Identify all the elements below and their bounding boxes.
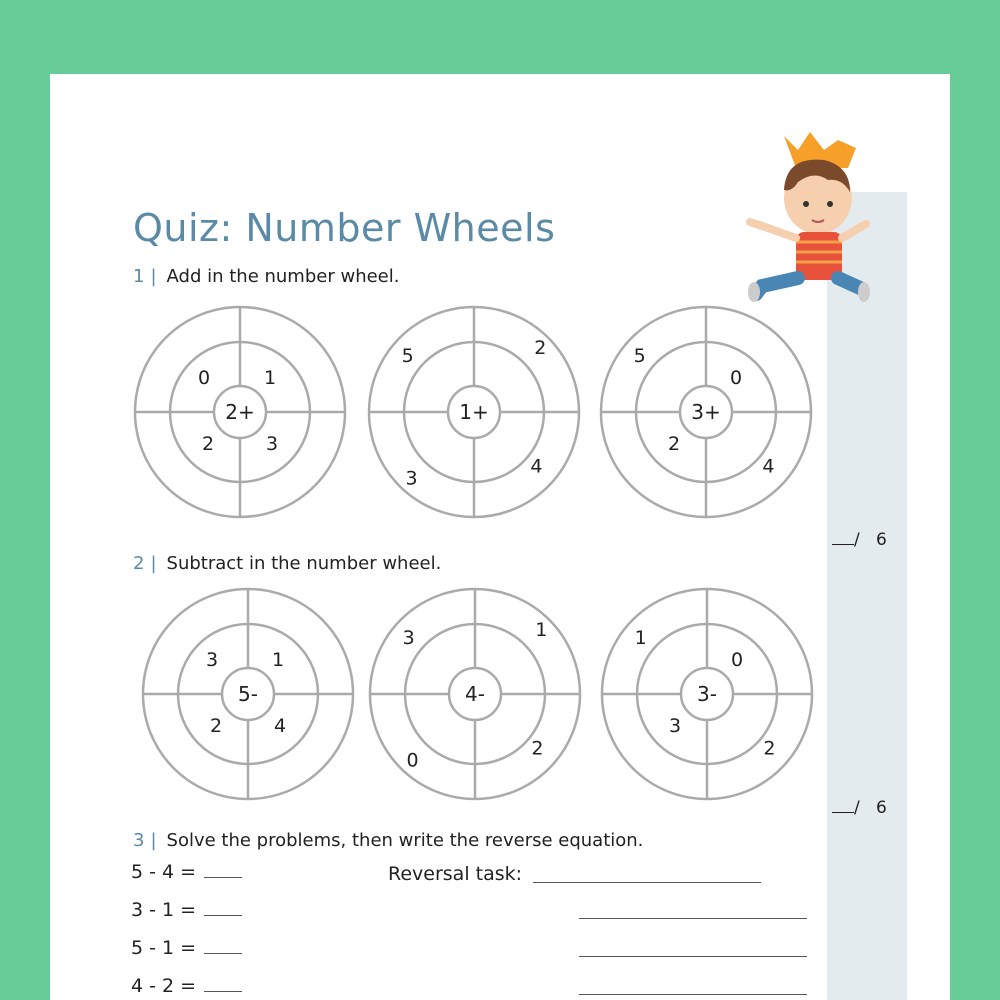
wheel-number: 2	[534, 337, 547, 360]
wheel-number: 3	[205, 649, 219, 671]
wheel-number: 4	[530, 455, 543, 478]
wheel-number: 0	[730, 649, 744, 671]
score-q1[interactable]: / 6	[832, 530, 887, 550]
wheel-number: 1	[263, 367, 277, 389]
reversal-answer-line[interactable]	[579, 956, 807, 957]
wheel-center-label: 5-	[238, 682, 258, 706]
answer-blank[interactable]	[204, 863, 242, 878]
reversal-label: Reversal task:	[388, 863, 523, 885]
addition-wheel[interactable]	[133, 305, 347, 519]
wheel-center-label: 2+	[225, 400, 255, 424]
wheel-number: 2	[667, 433, 681, 455]
score-column	[827, 192, 907, 1000]
page-title: Quiz: Number Wheels	[133, 206, 556, 250]
subtraction-wheel[interactable]	[141, 587, 355, 801]
question-number: 1	[133, 266, 145, 287]
wheel-number: 1	[634, 626, 647, 649]
score-q2[interactable]: / 6	[832, 798, 887, 818]
question-number: 2	[133, 553, 145, 574]
addition-wheel[interactable]	[367, 305, 581, 519]
wheel-number: 3	[402, 626, 415, 649]
question-3: 3 | Solve the problems, then write the reverse equation.	[133, 830, 644, 851]
equation-row[interactable]: 5 - 4 =	[131, 861, 242, 883]
wheel-number: 2	[763, 737, 776, 760]
answer-blank[interactable]	[204, 939, 242, 954]
answer-blank[interactable]	[204, 901, 242, 916]
wheel-number: 2	[201, 433, 215, 455]
equation-row[interactable]: 4 - 2 =	[131, 975, 242, 997]
wheel-number: 3	[668, 715, 682, 737]
wheel-number: 5	[401, 344, 414, 367]
wheel-number: 0	[406, 749, 419, 772]
boy-with-crown-illustration	[738, 128, 878, 312]
wheel-number: 1	[535, 619, 548, 642]
question-number: 3	[133, 830, 145, 851]
question-text: Solve the problems, then write the reverse equation.	[166, 830, 644, 851]
wheel-number: 3	[265, 433, 279, 455]
wheel-number: 2	[531, 737, 544, 760]
wheel-center-label: 3-	[697, 682, 717, 706]
reversal-answer-line[interactable]	[579, 918, 807, 919]
wheel-number: 4	[762, 455, 775, 478]
answer-blank[interactable]	[204, 977, 242, 992]
addition-wheel[interactable]	[599, 305, 813, 519]
equation-row[interactable]: 3 - 1 =	[131, 899, 242, 921]
equation-row[interactable]: 5 - 1 =	[131, 937, 242, 959]
wheel-number: 0	[729, 367, 743, 389]
question-text: Subtract in the number wheel.	[166, 553, 442, 574]
subtraction-wheel[interactable]	[368, 587, 582, 801]
wheel-center-label: 3+	[691, 400, 721, 424]
subtraction-wheel[interactable]	[600, 587, 814, 801]
wheel-number: 1	[271, 649, 285, 671]
wheel-number: 2	[209, 715, 223, 737]
wheel-number: 4	[273, 715, 287, 737]
question-2: 2 | Subtract in the number wheel.	[133, 553, 442, 574]
reversal-answer-line[interactable]	[533, 882, 761, 883]
wheel-number: 5	[633, 344, 646, 367]
wheel-number: 0	[197, 367, 211, 389]
question-text: Add in the number wheel.	[166, 266, 400, 287]
wheel-center-label: 4-	[465, 682, 485, 706]
wheel-center-label: 1+	[459, 400, 489, 424]
reversal-answer-line[interactable]	[579, 994, 807, 995]
question-1: 1 | Add in the number wheel.	[133, 266, 400, 287]
wheel-number: 3	[405, 467, 418, 490]
